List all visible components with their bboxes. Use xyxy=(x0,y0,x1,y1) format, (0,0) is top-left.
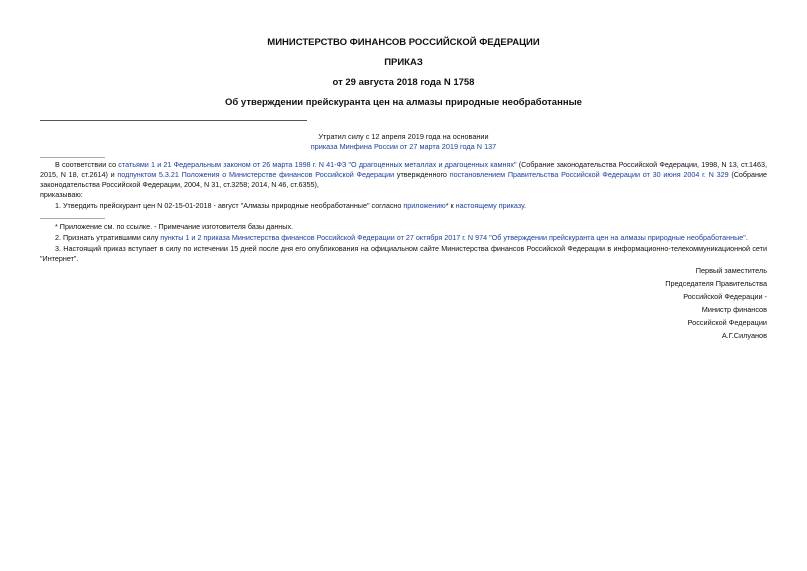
signature-line: Министр финансов xyxy=(701,305,767,314)
resolution-link[interactable]: постановлением Правительства Российской Федерации от 30 июня 2004 г. N 329 xyxy=(449,170,729,179)
short-divider xyxy=(40,157,105,158)
ministry-title: МИНИСТЕРСТВО ФИНАНСОВ РОССИЙСКОЙ ФЕДЕРАЦИИ xyxy=(267,37,540,48)
document-date-number: от 29 августа 2018 года N 1758 xyxy=(332,77,475,88)
document-subject: Об утверждении прейскуранта цен на алмазы природные необработанные xyxy=(225,97,582,108)
document-type: ПРИКАЗ xyxy=(384,57,423,68)
regulation-link[interactable]: подпунктом 5.3.21 Положения о Министерстве финансов Российской Федерации xyxy=(117,170,395,179)
preamble-paragraph: В соответствии со статьями 1 и 21 Федеральным законом от 26 марта 1998 г. N 41-ФЗ "О драгоценных металлах и драгоценных камнях" (Собрание законодательства Российской Федерации, 1998, N 13, ст.1463, 2015, N 18, ст.2614) и подпунктом 5.3.21 Положения о Министерстве финансов Российской Федерации утвержденного постановлением Правительства Российской Федерации от 30 июня 2004 г. N 329 (Собрание законодательства Российской Федерации, 2004, N 31, ст.3258; 2014, N 46, ст.6355), xyxy=(40,160,768,189)
signature-line: Председателя Правительства xyxy=(665,279,767,288)
signature-line: Российской Федерации - xyxy=(683,292,767,301)
signature-block xyxy=(567,264,767,342)
validity-link-wrap xyxy=(0,142,807,152)
signature-line: Российской Федерации xyxy=(687,318,767,327)
item-3: 3. Настоящий приказ вступает в силу по истечении 15 дней после дня его опубликования на официальном сайте Министерства финансов Российской Федерации в информационно-телекоммуникационной сети "Интернет". xyxy=(40,244,767,263)
signatory-name: А.Г.Силуанов xyxy=(721,331,767,340)
validity-note: Утратил силу с 12 апреля 2019 года на основании xyxy=(318,132,489,141)
repealed-order-link[interactable]: пункты 1 и 2 приказа Министерства финансов Российской Федерации от 27 октября 2017 г. N 974 "Об утверждении прейскуранта цен на алмазы природные необработанные" xyxy=(160,233,746,242)
law-link[interactable]: статьями 1 и 21 Федеральным законом от 26 марта 1998 г. N 41-ФЗ "О драгоценных металлах и драгоценных камнях" xyxy=(118,160,517,169)
this-order-link[interactable]: настоящему приказу xyxy=(455,201,524,210)
header-divider xyxy=(40,120,307,121)
footnote-divider xyxy=(40,218,105,219)
validity-link[interactable]: приказа Минфина России от 27 марта 2019 года N 137 xyxy=(310,142,497,151)
appendix-link[interactable]: приложению xyxy=(403,201,446,210)
signature-line: Первый заместитель xyxy=(695,266,767,275)
item-2: 2. Признать утратившими силу пункты 1 и 2 приказа Министерства финансов Российской Федерации от 27 октября 2017 г. N 974 "Об утверждении прейскуранта цен на алмазы природные необработанные". xyxy=(55,233,748,242)
item-1: 1. Утвердить прейскурант цен N 02-15-01-2018 - август "Алмазы природные необработанные" согласно приложению* к настоящему приказу. xyxy=(55,201,526,210)
order-word: приказываю: xyxy=(40,190,83,199)
footnote: * Приложение см. по ссылке. - Примечание изготовителя базы данных. xyxy=(55,222,294,231)
